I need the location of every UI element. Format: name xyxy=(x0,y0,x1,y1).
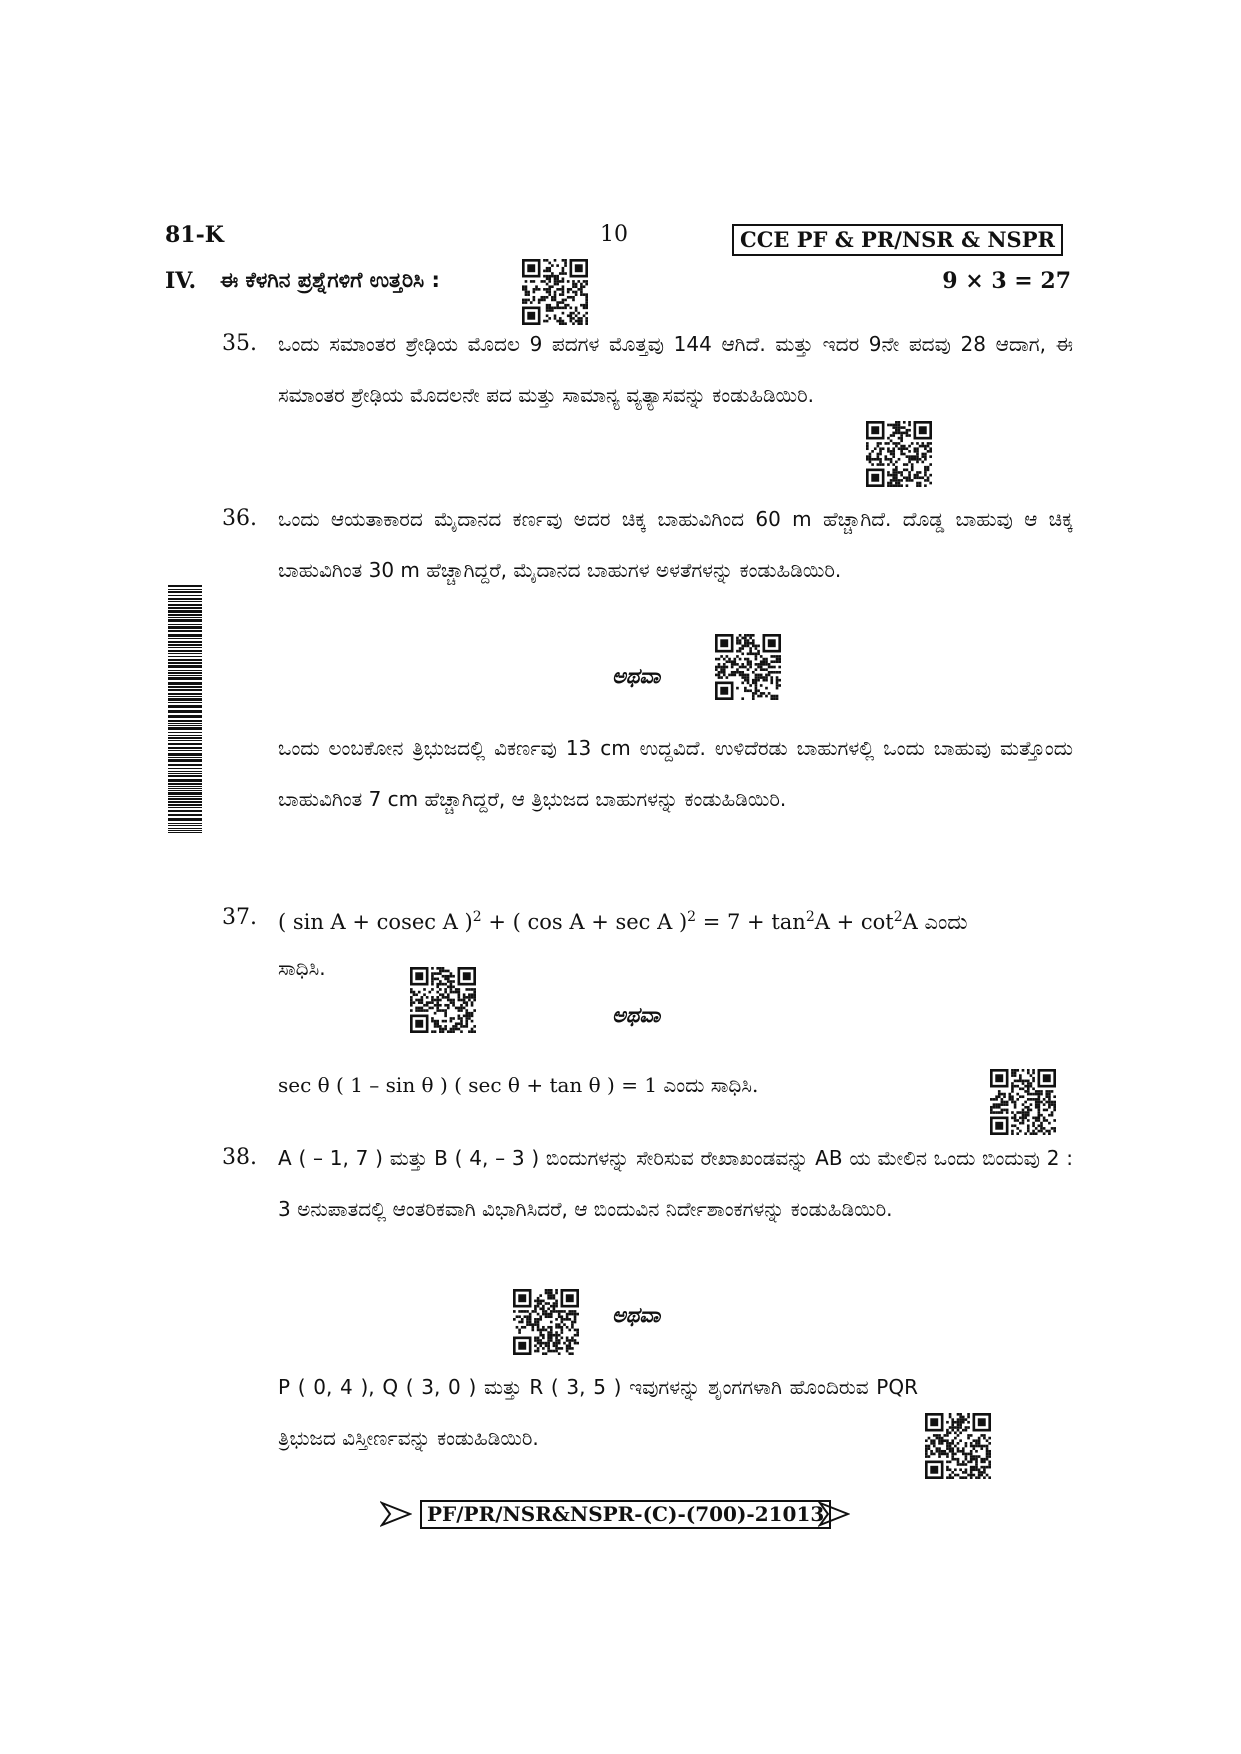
footer-code: PF/PR/NSR&NSPR-(C)-(700)-21013 xyxy=(420,1500,831,1529)
arrow-right-icon xyxy=(818,1500,850,1528)
section-number: IV. xyxy=(165,268,197,294)
question-alt-text: ಒಂದು ಲಂಬಕೋನ ತ್ರಿಭುಜದಲ್ಲಿ ವಿಕರ್ಣವು 13 cm ಉದ್ದವಿದೆ. ಉಳಿದೆರಡು ಬಾಹುಗಳಲ್ಲಿ ಒಂದು ಬಾಹುವು ಮತ್ತೊಂದು ಬಾಹುವಿಗಿಂತ 7 cm ಹೆಚ್ಚಾಗಿದ್ದರೆ, ಆ ತ್ರಿಭುಜದ ಬಾಹುಗಳನ್ನು ಕಂಡುಹಿಡಿಯಿರಿ. xyxy=(278,736,1073,811)
barcode-icon xyxy=(168,585,202,833)
footer xyxy=(380,1498,860,1532)
question-text: ಒಂದು ಸಮಾಂತರ ಶ್ರೇಢಿಯ ಮೊದಲ 9 ಪದಗಳ ಮೊತ್ತವು 144 ಆಗಿದೆ. ಮತ್ತು ಇದರ 9ನೇ ಪದವು 28 ಆದಾಗ, ಈ ಸಮಾಂತರ ಶ್ರೇಢಿಯ ಮೊದಲನೇ ಪದ ಮತ್ತು ಸಾಮಾನ್ಯ ವ್ಯತ್ಯಾಸವನ್ನು ಕಂಡುಹಿಡಿಯಿರಿ. xyxy=(278,332,1073,407)
question-alt-text: P ( 0, 4 ), Q ( 3, 0 ) ಮತ್ತು R ( 3, 5 ) ಇವುಗಳನ್ನು ಶೃಂಗಗಳಾಗಿ ಹೊಂದಿರುವ PQR ತ್ರಿಭುಜದ ವಿಸ್ತೀರ್ಣವನ್ನು ಕಂಡುಹಿಡಿಯಿರಿ. xyxy=(278,1375,918,1450)
or-label: ಅಥವಾ xyxy=(612,1003,661,1027)
question-text: ಸಾಧಿಸಿ. xyxy=(278,956,326,980)
or-label: ಅಥವಾ xyxy=(612,664,661,688)
question-text: A ( – 1, 7 ) ಮತ್ತು B ( 4, – 3 ) ಬಿಂದುಗಳನ್ನು ಸೇರಿಸುವ ರೇಖಾಖಂಡವನ್ನು AB ಯ ಮೇಲಿನ ಒಂದು ಬಿಂದುವು 2 : 3 ಅನುಪಾತದಲ್ಲಿ ಆಂತರಿಕವಾಗಿ ವಿಭಾಗಿಸಿದರೆ, ಆ ಬಿಂದುವಿನ ನಿರ್ದೇಶಾಂಕಗಳನ್ನು ಕಂಡುಹಿಡಿಯಿರಿ. xyxy=(278,1146,1073,1221)
qr-code-icon xyxy=(513,1288,579,1356)
qr-code-icon xyxy=(925,1412,991,1480)
qr-code-icon xyxy=(866,420,932,488)
page-number: 10 xyxy=(600,222,628,247)
question-equation: ( sin A + cosec A )$^2$ + ( cos A + sec A )$^2 = 7 + \tan^2A + \cot^2A$ ಎಂದು xyxy=(278,909,968,934)
question-number: 35. xyxy=(222,331,257,356)
question-number: 37. xyxy=(222,905,257,930)
paper-code: 81-K xyxy=(165,222,224,248)
section-title: ಈ ಕೆಳಗಿನ ಪ್ರಶ್ನೆಗಳಿಗೆ ಉತ್ತರಿಸಿ : xyxy=(220,268,440,292)
qr-code-icon xyxy=(715,633,781,701)
arrow-right-icon xyxy=(380,1500,412,1528)
question-number: 38. xyxy=(222,1145,257,1170)
or-label: ಅಥವಾ xyxy=(612,1303,661,1327)
question-text: ಒಂದು ಆಯತಾಕಾರದ ಮೈದಾನದ ಕರ್ಣವು ಅದರ ಚಿಕ್ಕ ಬಾಹುವಿಗಿಂದ 60 m ಹೆಚ್ಚಾಗಿದೆ. ದೊಡ್ಡ ಬಾಹುವು ಆ ಚಿಕ್ಕ ಬಾಹುವಿಗಿಂತ 30 m ಹೆಚ್ಚಾಗಿದ್ದರೆ, ಮೈದಾನದ ಬಾಹುಗಳ ಅಳತೆಗಳನ್ನು ಕಂಡುಹಿಡಿಯಿರಿ. xyxy=(278,507,1073,582)
question-alt-text: sec θ ( 1 – sin θ ) ( sec θ + tan θ ) = 1 ಎಂದು ಸಾಧಿಸಿ. xyxy=(278,1073,759,1097)
qr-code-icon xyxy=(990,1068,1056,1136)
qr-code-icon xyxy=(522,258,588,326)
question-number: 36. xyxy=(222,506,257,531)
exam-code-box: CCE PF & PR/NSR & NSPR xyxy=(732,224,1063,256)
section-marks: 9 × 3 = 27 xyxy=(942,268,1071,294)
